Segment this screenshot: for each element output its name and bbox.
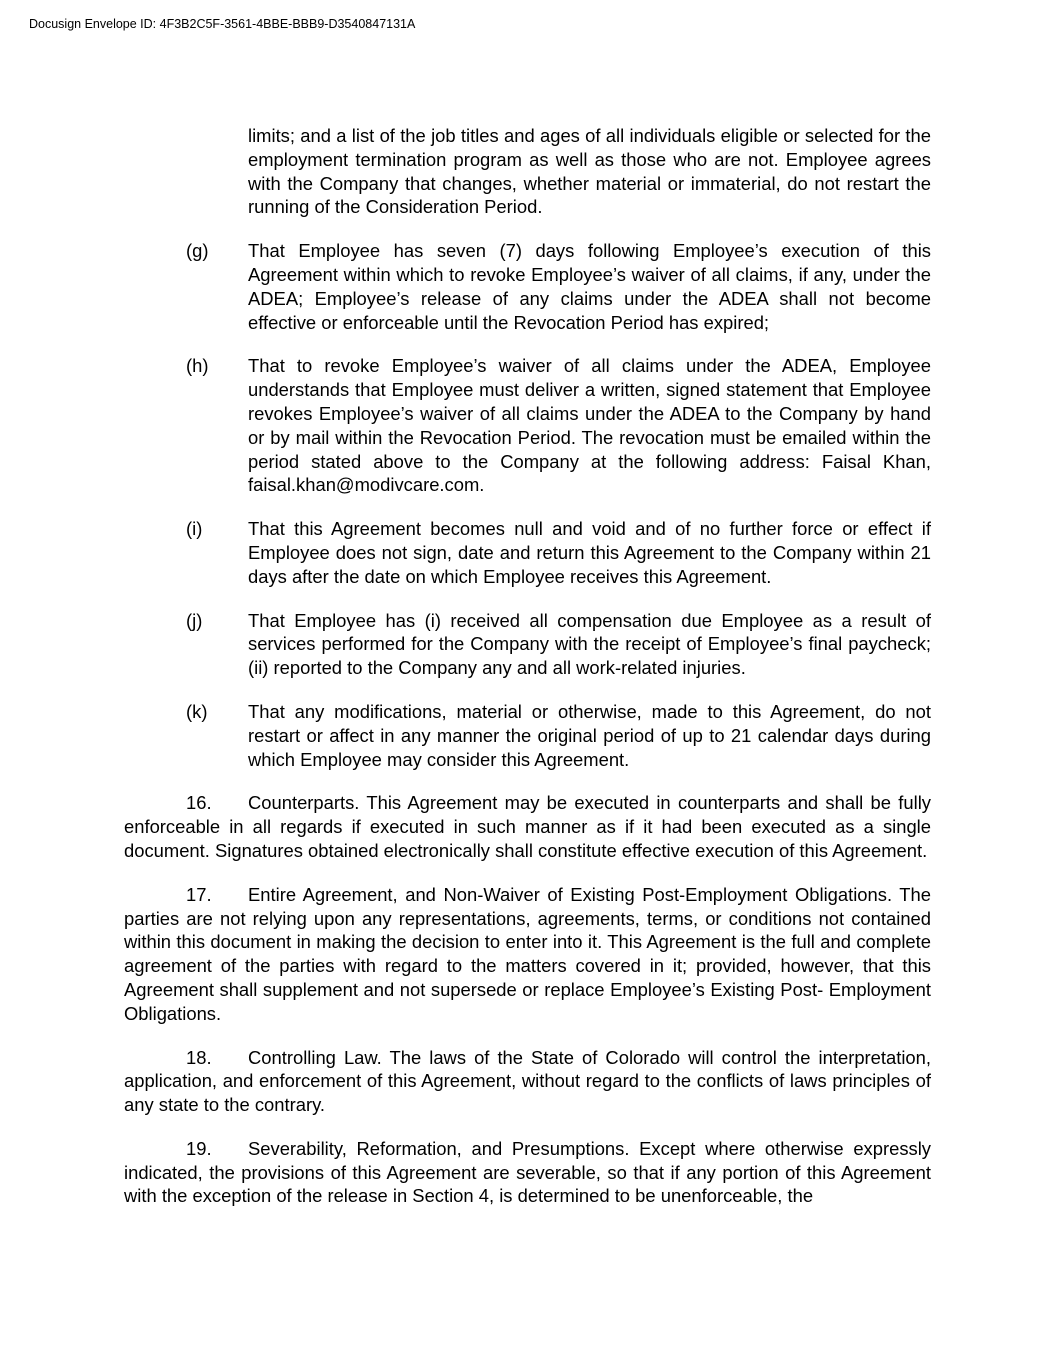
list-item-g — [124, 239, 931, 334]
document-body — [124, 124, 931, 1227]
section-text: Entire Agreement, and Non-Waiver of Existing Post-Employment Obligations. The parties are not relying upon any representations, agreements, terms, or conditions not contained within this document in making the decision to enter into it. This Agreement is the full and complete agreement of the parties with regard to the matters covered in it; provided, however, that this Agreement shall supplement and not supersede or replace Employee’s Existing Post- Employment Obligations. — [124, 883, 931, 1024]
list-item-label: (g) — [186, 240, 209, 262]
section-text: Severability, Reformation, and Presumptions. Except where otherwise expressly indicated, the provisions of this Agreement are severable, so that if any portion of this Agreement with the exception of the release in Section 4, is determined to be unenforceable, the — [124, 1137, 931, 1207]
list-item-h — [124, 354, 931, 497]
section-text: Controlling Law. The laws of the State of Colorado will control the interpretation, application, and enforcement of this Agreement, without regard to the conflicts of laws principles of any state to the contrary. — [124, 1046, 931, 1116]
continuation-paragraph: limits; and a list of the job titles and ages of all individuals eligible or selected for the employment termination program as well as those who are not. Employee agrees with the Company that changes, whether material or immaterial, do not restart the running of the Consideration Period. — [248, 125, 931, 218]
list-item-i — [124, 517, 931, 588]
section-17-entire-agreement — [124, 883, 931, 1026]
section-text: Counterparts. This Agreement may be executed in counterparts and shall be fully enforceable in all regards if executed in such manner as if it had been executed as a single document. Signatures obtained electronically shall constitute effective execution of this Agreement. — [124, 792, 931, 861]
section-number: 18. — [186, 1046, 212, 1068]
list-item-label: (k) — [186, 700, 208, 722]
section-number: 17. — [186, 883, 212, 905]
list-item-text: That this Agreement becomes null and void and of no further force or effect if Employee does not sign, date and return this Agreement to the Company within 21 days after the date on which Employee receives this Agreement. — [248, 518, 931, 587]
list-item-text: That Employee has (i) received all compensation due Employee as a result of services performed for the Company with the receipt of Employee’s final paycheck; (ii) reported to the Company any and all work-related injuries. — [248, 609, 931, 679]
docusign-envelope-id: Docusign Envelope ID: 4F3B2C5F-3561-4BBE-BBB9-D3540847131A — [29, 17, 416, 31]
section-16-counterparts — [124, 791, 931, 862]
list-item-label: (i) — [186, 518, 203, 540]
list-item-label: (h) — [186, 355, 209, 377]
list-item-j — [124, 609, 931, 680]
list-item-label: (j) — [186, 609, 203, 631]
section-18-controlling-law — [124, 1046, 931, 1117]
section-number: 16. — [186, 792, 212, 814]
list-item-k — [124, 700, 931, 771]
section-19-severability — [124, 1137, 931, 1208]
list-item-text: That Employee has seven (7) days following Employee’s execution of this Agreement within which to revoke Employee’s waiver of all claims, if any, under the ADEA; Employee’s release of any claims under the ADEA shall not become effective or enforceable until the Revocation Period has expired; — [248, 240, 931, 333]
list-item-text: That to revoke Employee’s waiver of all claims under the ADEA, Employee understands that Employee must deliver a written, signed statement that Employee revokes Employee’s waiver of all claims under the ADEA to the Company by hand or by mail within the Revocation Period. The revocation must be emailed within the period stated above to the Company at the following address: Faisal Khan, faisal.khan@modivcare.com. — [248, 355, 931, 496]
section-number: 19. — [186, 1137, 212, 1159]
list-item-text: That any modifications, material or otherwise, made to this Agreement, do not restart or affect in any manner the original period of up to 21 calendar days during which Employee may consider this Agreement. — [248, 700, 931, 770]
